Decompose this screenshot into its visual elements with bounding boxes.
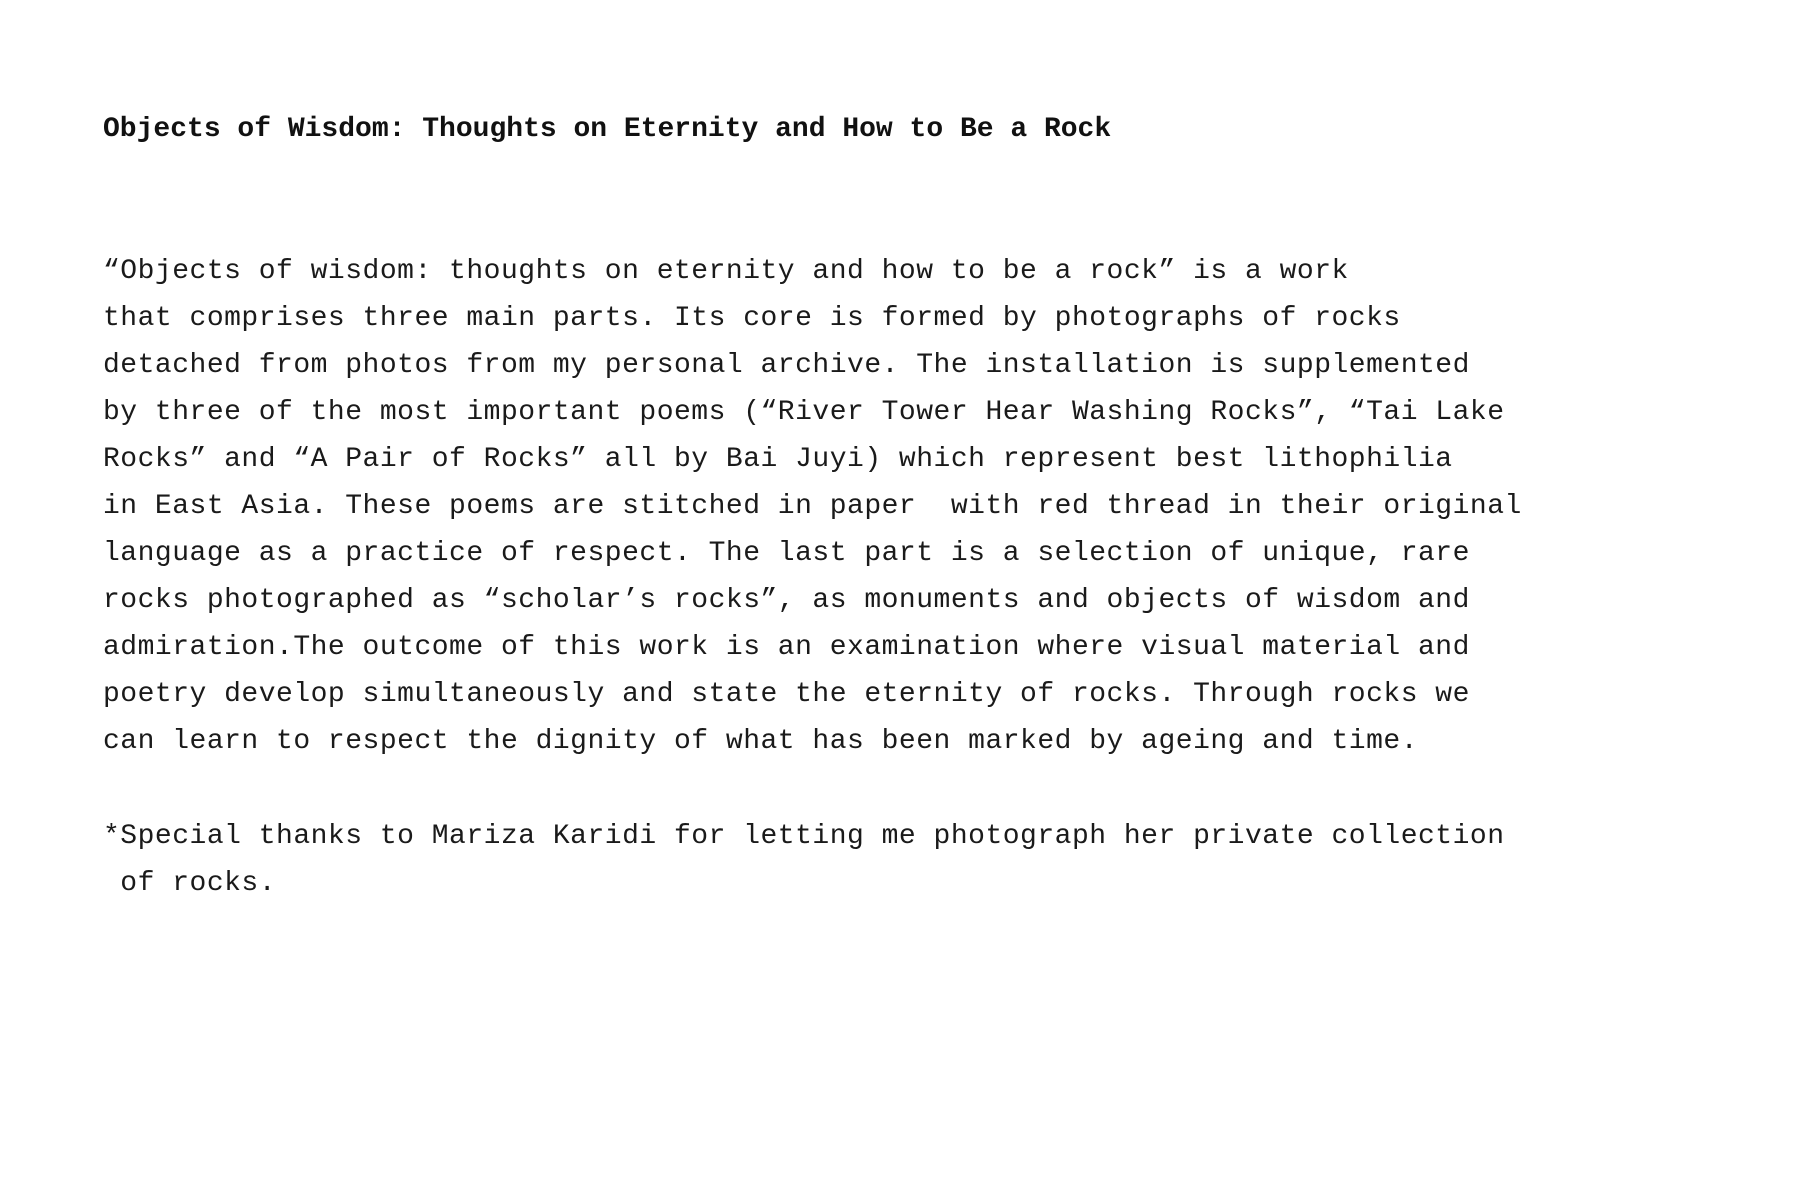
body-line: admiration.The outcome of this work is an examination where visual material and	[103, 632, 1470, 663]
body-line: detached from photos from my personal archive. The installation is supplemented	[103, 350, 1470, 381]
thanks-line: of rocks.	[103, 868, 277, 899]
body-line: language as a practice of respect. The last part is a selection of unique, rare	[103, 538, 1470, 569]
body-line: poetry develop simultaneously and state the eternity of rocks. Through rocks we	[103, 679, 1470, 710]
body-line: Rocks” and “A Pair of Rocks” all by Bai Juyi) which represent best lithophilia	[103, 444, 1453, 475]
body-line: by three of the most important poems (“River Tower Hear Washing Rocks”, “Tai Lake	[103, 397, 1505, 428]
body-line: that comprises three main parts. Its core is formed by photographs of rocks	[103, 303, 1401, 334]
body-paragraph	[103, 248, 1522, 765]
document-title: Objects of Wisdom: Thoughts on Eternity and How to Be a Rock	[103, 114, 1112, 145]
body-line: can learn to respect the dignity of what has been marked by ageing and time.	[103, 726, 1419, 757]
body-line: in East Asia. These poems are stitched in paper with red thread in their original	[103, 491, 1522, 522]
thanks-line: *Special thanks to Mariza Karidi for letting me photograph her private collection	[103, 821, 1505, 852]
body-line: “Objects of wisdom: thoughts on eternity and how to be a rock” is a work	[103, 256, 1349, 287]
body-line: rocks photographed as “scholar’s rocks”, as monuments and objects of wisdom and	[103, 585, 1470, 616]
special-thanks-note	[103, 813, 1505, 907]
